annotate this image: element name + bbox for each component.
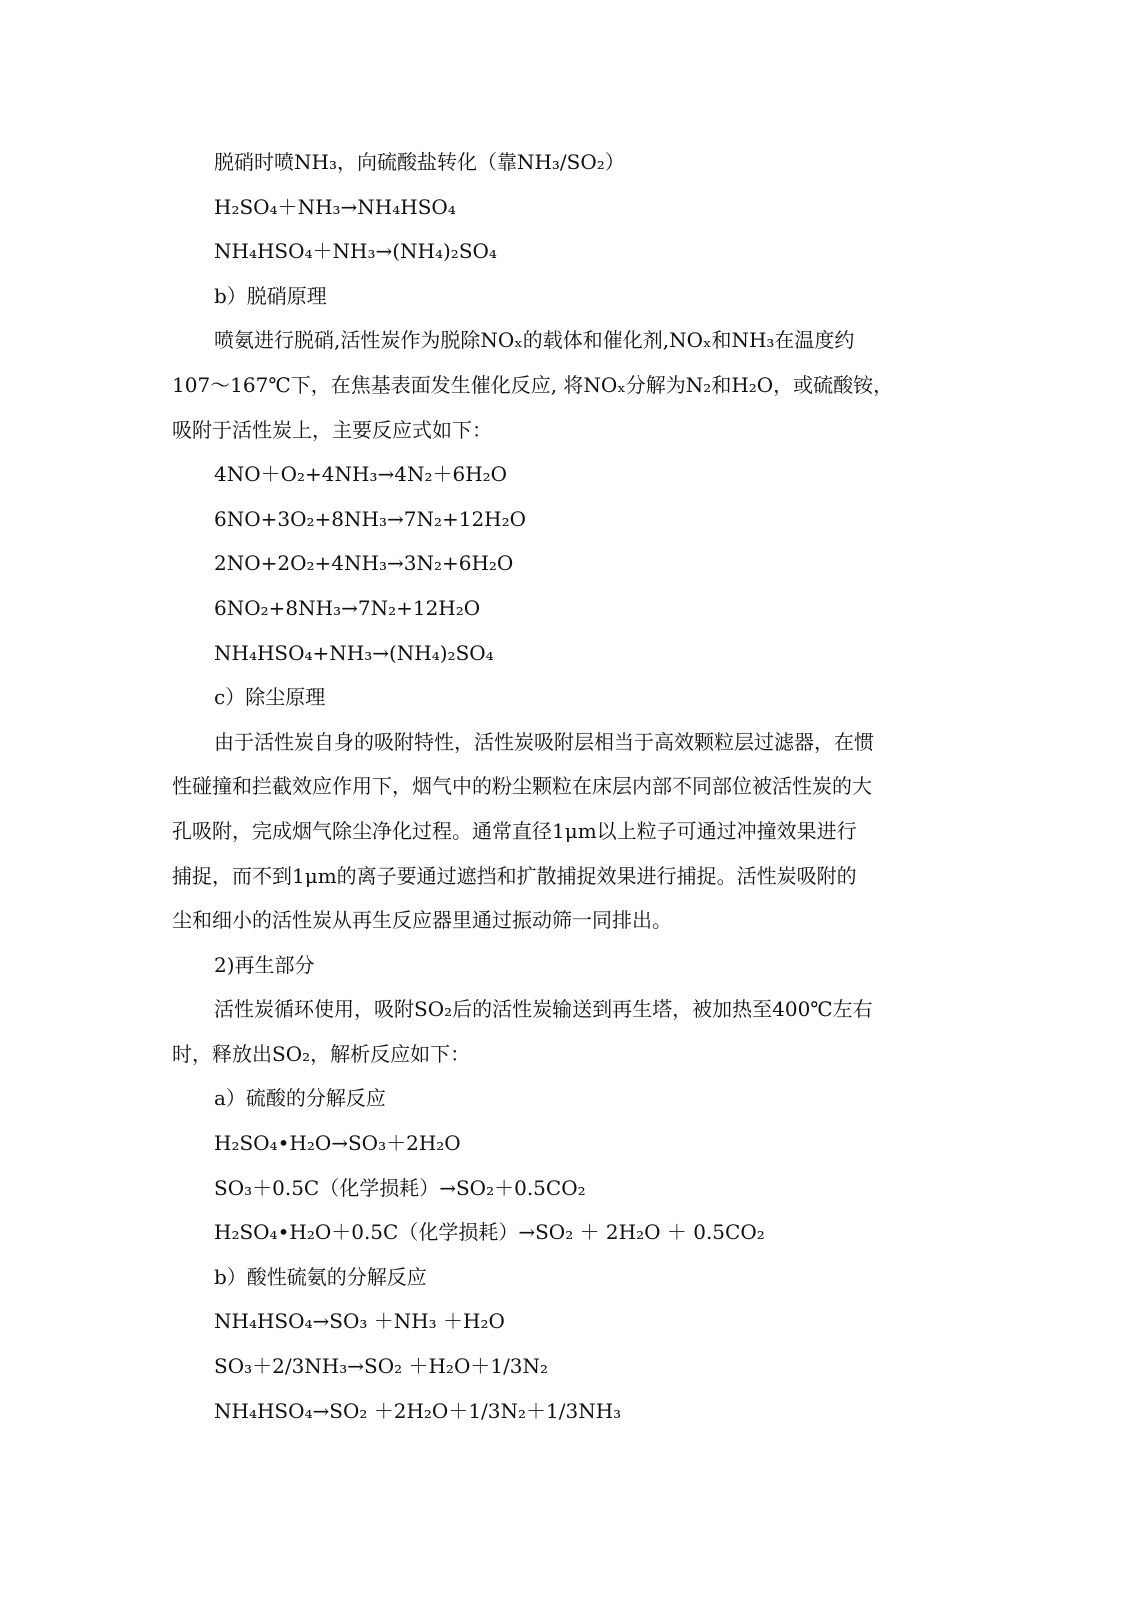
text-line: 脱硝时喷NH₃，向硫酸盐转化（靠NH₃/SO₂） (214, 150, 625, 174)
equation-line: 6NO+3O₂+8NH₃→7N₂+12H₂O (214, 506, 527, 531)
equation-line: SO₃＋0.5C（化学损耗）→SO₂＋0.5CO₂ (214, 1175, 586, 1200)
section-heading: c）除尘原理 (214, 685, 326, 710)
equation-line: 2NO+2O₂+4NH₃→3N₂+6H₂O (214, 551, 514, 576)
equation-line: H₂SO₄•H₂O＋0.5C（化学损耗）→SO₂ ＋ 2H₂O ＋ 0.5CO₂ (214, 1220, 765, 1245)
paragraph-line: 性碰撞和拦截效应作用下，烟气中的粉尘颗粒在床层内部不同部位被活性炭的大 (172, 774, 872, 799)
paragraph-line: 捕捉，而不到1μm的离子要通过遮挡和扩散捕捉效果进行捕捉。活性炭吸附的 (172, 863, 857, 888)
paragraph-line: 107～167℃下，在焦基表面发生催化反应, 将NOₓ分解为N₂和H₂O，或硫酸铵， (172, 372, 894, 397)
equation-line: 6NO₂+8NH₃→7N₂+12H₂O (214, 595, 481, 620)
paragraph-dust-removal (172, 720, 967, 943)
section-heading: b）脱硝原理 (214, 283, 327, 308)
paragraph-line: 喷氨进行脱硝,活性炭作为脱除NOₓ的载体和催化剂,NOₓ和NH₃在温度约 (214, 328, 855, 353)
paragraph-line: 孔吸附，完成烟气除尘净化过程。通常直径1μm以上粒子可通过冲撞效果进行 (172, 818, 857, 843)
paragraph-regeneration (172, 987, 967, 1076)
section-heading: 2)再生部分 (214, 952, 315, 977)
paragraph-denitrification (172, 318, 967, 452)
equation-line: H₂SO₄＋NH₃→NH₄HSO₄ (214, 194, 456, 219)
document-page (172, 140, 967, 1433)
section-heading: b）酸性硫氨的分解反应 (214, 1264, 427, 1289)
paragraph-line: 时，释放出SO₂，解析反应如下： (172, 1041, 471, 1066)
equation-line: 4NO＋O₂+4NH₃→4N₂＋6H₂O (214, 462, 508, 487)
paragraph-line: 由于活性炭自身的吸附特性，活性炭吸附层相当于高效颗粒层过滤器，在惯 (214, 729, 874, 754)
paragraph-line: 活性炭循环使用，吸附SO₂后的活性炭输送到再生塔，被加热至400℃左右 (214, 997, 873, 1022)
equation-line: H₂SO₄•H₂O→SO₃＋2H₂O (214, 1131, 461, 1156)
equation-line: NH₄HSO₄→SO₂ ＋2H₂O＋1/3N₂＋1/3NH₃ (214, 1398, 622, 1423)
equation-line: NH₄HSO₄→SO₃ ＋NH₃ ＋H₂O (214, 1309, 505, 1334)
section-heading: a）硫酸的分解反应 (214, 1086, 386, 1111)
equation-line: NH₄HSO₄+NH₃→(NH₄)₂SO₄ (214, 640, 494, 665)
equation-line: SO₃＋2/3NH₃→SO₂ ＋H₂O＋1/3N₂ (214, 1354, 549, 1379)
paragraph-line: 尘和细小的活性炭从再生反应器里通过振动筛一同排出。 (172, 908, 672, 933)
equation-line: NH₄HSO₄＋NH₃→(NH₄)₂SO₄ (214, 239, 497, 264)
paragraph-line: 吸附于活性炭上，主要反应式如下： (172, 417, 492, 442)
